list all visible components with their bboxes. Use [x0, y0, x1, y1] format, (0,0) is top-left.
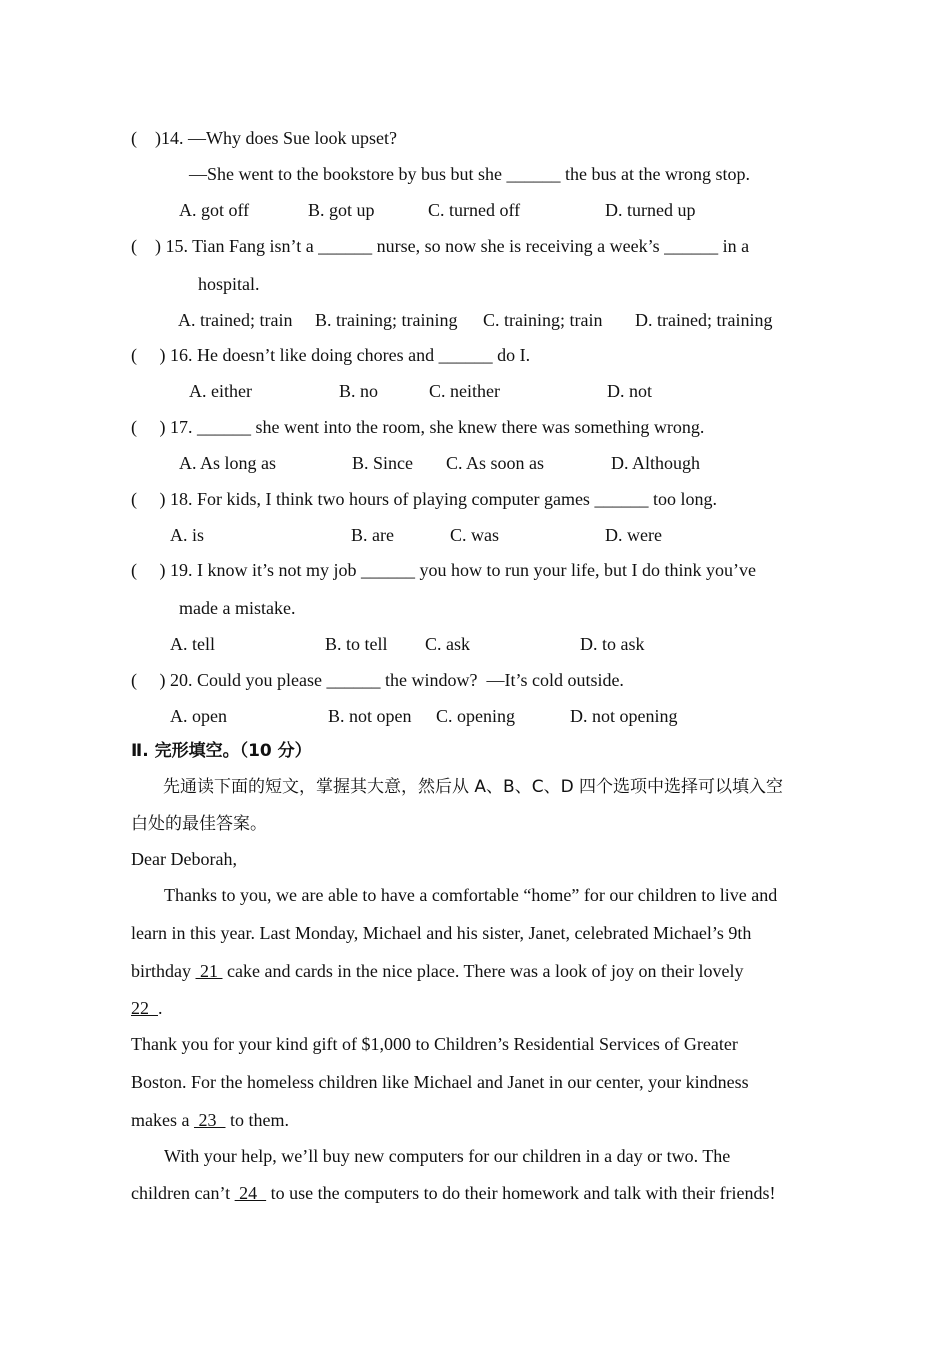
text-segment: to them. [225, 1110, 289, 1130]
q18-option-a: A. is [170, 525, 205, 545]
q14-option-b: B. got up [308, 200, 375, 220]
letter-p1-line-2: learn in this year. Last Monday, Michael and his sister, Janet, celebrated Michael’s 9th [131, 923, 752, 943]
q17-option-a: A. As long as [179, 453, 277, 473]
q18-option-d: D. were [605, 525, 662, 545]
blank-23: 23 [193, 1110, 226, 1130]
text-segment: birthday [131, 961, 196, 981]
q19-option-a: A. tell [170, 634, 215, 654]
text-segment: makes a [131, 1110, 194, 1130]
text-segment: cake and cards in the nice place. There was a look of joy on their lovely [222, 961, 744, 981]
letter-p3-line-2 [131, 1182, 776, 1204]
q19-option-d: D. to ask [580, 634, 645, 654]
q15-option-d: D. trained; training [635, 310, 773, 330]
letter-p2-line-1: Thank you for your kind gift of $1,000 to Children’s Residential Services of Greater [131, 1034, 738, 1054]
q20-option-c: C. opening [436, 706, 515, 726]
letter-p3-line-1: With your help, we’ll buy new computers for our children in a day or two. The [164, 1146, 731, 1166]
question-14-stem: ( )14. —Why does Sue look upset? [131, 128, 397, 148]
q14-option-c: C. turned off [428, 200, 521, 220]
letter-p1-line-3 [131, 960, 743, 982]
q15-option-c: C. training; train [483, 310, 603, 330]
question-19-stem: ( ) 19. I know it’s not my job ______ you how to run your life, but I do think you’ve [131, 560, 756, 580]
blank-22: 22 [131, 998, 158, 1018]
q17-option-b: B. Since [352, 453, 413, 473]
q15-option-b: B. training; training [315, 310, 458, 330]
letter-p1-line-4 [131, 997, 163, 1019]
q17-option-c: C. As soon as [446, 453, 545, 473]
q19-option-c: C. ask [425, 634, 470, 654]
question-17-stem: ( ) 17. ______ she went into the room, she knew there was something wrong. [131, 417, 705, 437]
q14-option-a: A. got off [179, 200, 250, 220]
question-20-stem: ( ) 20. Could you please ______ the window? —It’s cold outside. [131, 670, 624, 690]
q20-option-b: B. not open [328, 706, 412, 726]
question-14-stem-cont: —She went to the bookstore by bus but she ______ the bus at the wrong stop. [189, 164, 750, 184]
text-segment: children can’t [131, 1183, 235, 1203]
question-18-stem: ( ) 18. For kids, I think two hours of playing computer games ______ too long. [131, 489, 717, 509]
q19-option-b: B. to tell [325, 634, 388, 654]
q15-option-a: A. trained; train [178, 310, 293, 330]
question-15-stem-cont: hospital. [198, 274, 260, 294]
section-2-instruction-line-1: 先通读下面的短文，掌握其大意，然后从 A、B、C、D 四个选项中选择可以填入空 [163, 777, 784, 797]
q20-option-d: D. not opening [570, 706, 678, 726]
q16-option-c: C. neither [429, 381, 500, 401]
q14-option-d: D. turned up [605, 200, 696, 220]
letter-p1-line-1: Thanks to you, we are able to have a comfortable “home” for our children to live and [164, 885, 778, 905]
letter-greeting: Dear Deborah, [131, 849, 237, 869]
section-2-instruction-line-2: 白处的最佳答案。 [131, 814, 267, 834]
letter-p2-line-3 [131, 1109, 289, 1131]
q17-option-d: D. Although [611, 453, 701, 473]
question-16-stem: ( ) 16. He doesn’t like doing chores and ______ do I. [131, 345, 531, 365]
text-segment: to use the computers to do their homework and talk with their friends! [266, 1183, 776, 1203]
letter-p2-line-2: Boston. For the homeless children like Michael and Janet in our center, your kindness [131, 1072, 749, 1092]
q16-option-d: D. not [607, 381, 652, 401]
question-19-stem-cont: made a mistake. [179, 598, 296, 618]
q18-option-c: C. was [450, 525, 499, 545]
section-2-heading: Ⅱ. 完形填空。（10 分） [131, 741, 312, 761]
text-segment: . [158, 998, 163, 1018]
q18-option-b: B. are [351, 525, 394, 545]
question-15-stem: ( ) 15. Tian Fang isn’t a ______ nurse, so now she is receiving a week’s ______ in a [131, 236, 750, 256]
q16-option-a: A. either [189, 381, 252, 401]
blank-21: 21 [195, 961, 223, 981]
q16-option-b: B. no [339, 381, 379, 401]
q20-option-a: A. open [170, 706, 227, 726]
blank-24: 24 [234, 1183, 267, 1203]
